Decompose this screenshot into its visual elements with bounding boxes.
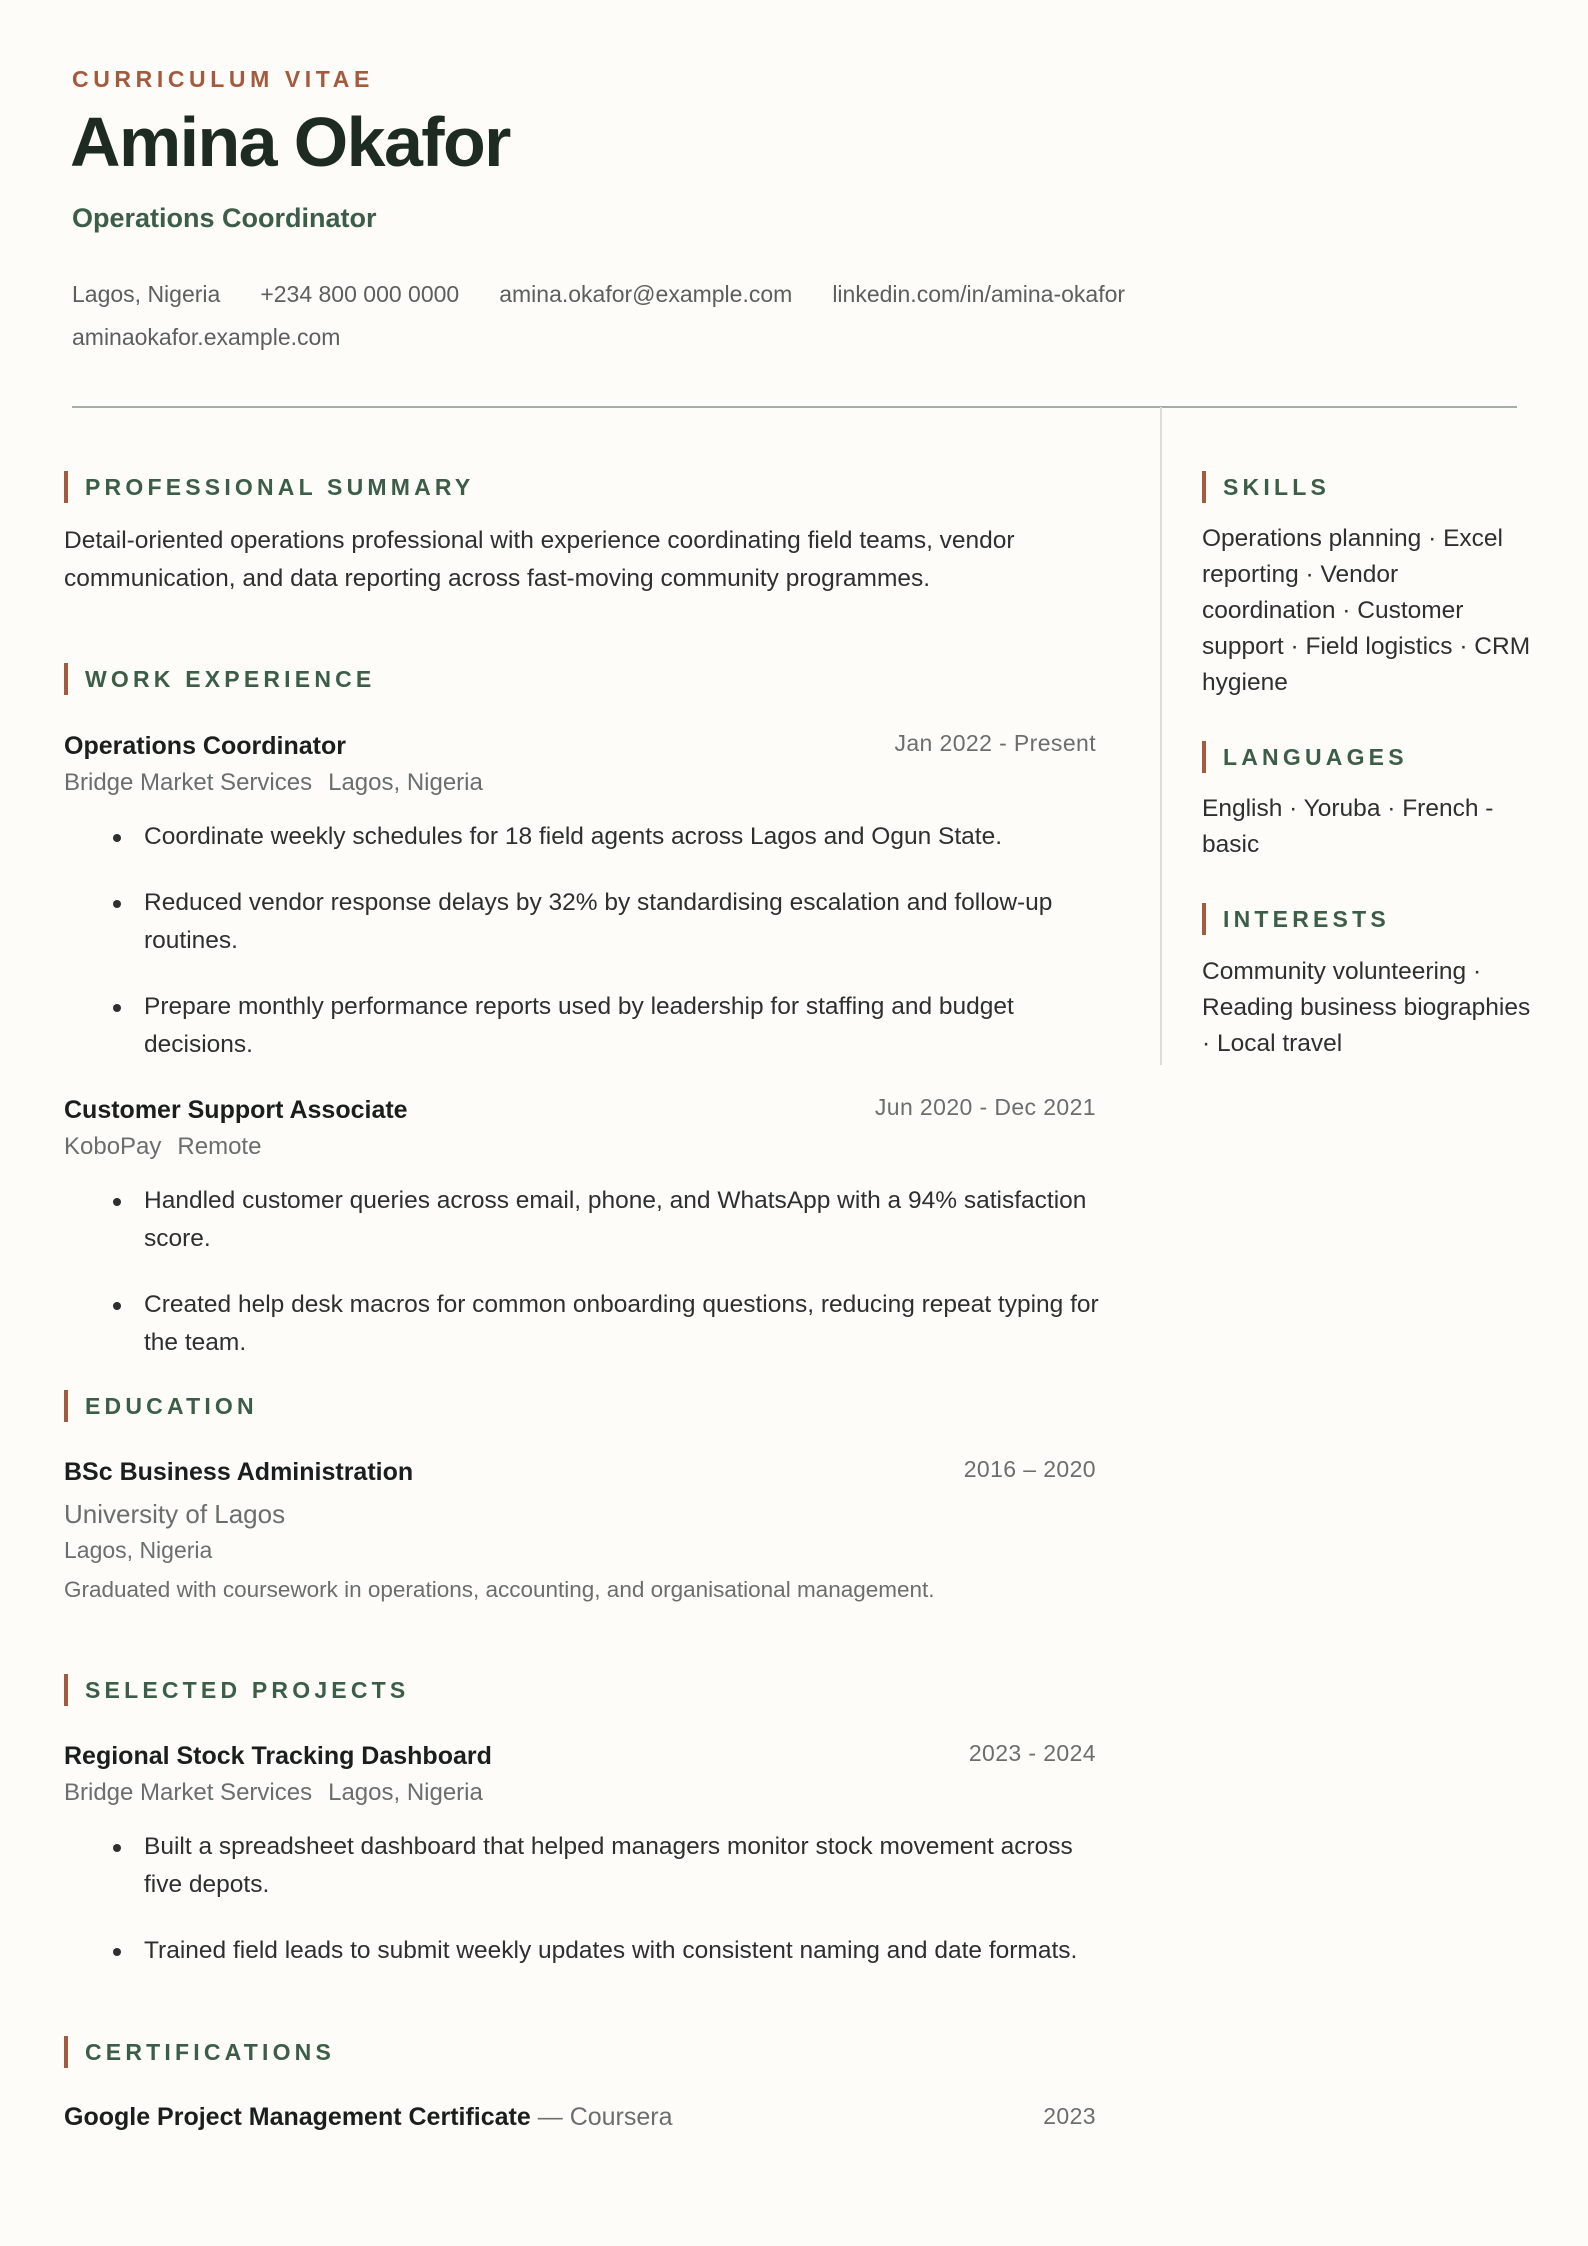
section-heading-languages: LANGUAGES [1202, 741, 1408, 773]
contact-location: Lagos, Nigeria [72, 281, 221, 307]
education-dates: 2016 – 2020 [963, 1456, 1096, 1482]
section-heading-experience: WORK EXPERIENCE [64, 663, 375, 695]
list-item: Built a spreadsheet dashboard that helped managers monitor stock movement across five depots. [64, 1828, 1114, 1904]
contact-linkedin[interactable]: linkedin.com/in/amina-okafor [832, 281, 1126, 307]
list-item: Reduced vendor response delays by 32% by standardising escalation and follow-up routines. [64, 884, 1114, 960]
certification-item [64, 2103, 673, 2132]
project-title: Regional Stock Tracking Dashboard [64, 1742, 492, 1770]
job-company: Bridge Market Services [64, 769, 313, 796]
interests-text: Community volunteering · Reading business biographies · Local travel [1202, 958, 1531, 1057]
section-heading-certifications: CERTIFICATIONS [64, 2036, 335, 2068]
job-title: Customer Support Associate [64, 1096, 408, 1124]
summary-text: Detail-oriented operations professional with experience coordinating field teams, vendor communication, and data reporting across fast-moving community programmes. [64, 527, 1015, 592]
list-item: Prepare monthly performance reports used by leadership for staffing and budget decisions. [64, 988, 1114, 1064]
section-heading-projects: SELECTED PROJECTS [64, 1674, 409, 1706]
document-eyebrow: CURRICULUM VITAE [72, 66, 374, 92]
certification-year: 2023 [1043, 2103, 1096, 2129]
project-location: Lagos, Nigeria [328, 1779, 483, 1806]
candidate-role: Operations Coordinator [72, 203, 377, 233]
project-bullets [64, 1828, 1114, 1970]
job-location: Remote [177, 1133, 262, 1160]
header-divider [72, 406, 1517, 408]
certification-separator: — [537, 2103, 563, 2131]
list-item: Trained field leads to submit weekly updates with consistent naming and date formats. [64, 1932, 1114, 1970]
contact-phone[interactable]: +234 800 000 0000 [260, 281, 460, 307]
languages-text: English · Yoruba · French - basic [1202, 795, 1494, 858]
job-org [64, 1133, 277, 1161]
contact-list [72, 273, 1272, 359]
school-name: University of Lagos [64, 1499, 286, 1529]
list-item: Handled customer queries across email, phone, and WhatsApp with a 94% satisfaction score. [64, 1182, 1114, 1258]
job-bullets [64, 818, 1114, 1064]
skills-text: Operations planning · Excel reporting · Vendor coordination · Customer support · Field logistics · CRM hygiene [1202, 525, 1531, 696]
section-heading-summary: PROFESSIONAL SUMMARY [64, 471, 474, 503]
job-title: Operations Coordinator [64, 732, 346, 760]
section-heading-interests: INTERESTS [1202, 903, 1390, 935]
project-company: Bridge Market Services [64, 1779, 313, 1806]
certification-issuer: Coursera [569, 2103, 673, 2131]
job-company: KoboPay [64, 1133, 162, 1160]
job-bullets [64, 1182, 1114, 1362]
column-divider [1160, 407, 1162, 1065]
candidate-name: Amina Okafor [70, 103, 510, 181]
certification-name: Google Project Management Certificate [64, 2103, 531, 2131]
project-dates: 2023 - 2024 [968, 1740, 1096, 1766]
section-heading-skills: SKILLS [1202, 471, 1330, 503]
job-location: Lagos, Nigeria [328, 769, 483, 796]
job-dates: Jun 2020 - Dec 2021 [874, 1094, 1096, 1120]
education-note: Graduated with coursework in operations, accounting, and organisational management. [64, 1577, 935, 1602]
school-location: Lagos, Nigeria [64, 1537, 213, 1563]
list-item: Coordinate weekly schedules for 18 field agents across Lagos and Ogun State. [64, 818, 1114, 856]
contact-email[interactable]: amina.okafor@example.com [499, 281, 793, 307]
degree-title: BSc Business Administration [64, 1458, 414, 1486]
list-item: Created help desk macros for common onboarding questions, reducing repeat typing for the team. [64, 1286, 1114, 1362]
job-org [64, 769, 499, 797]
section-heading-education: EDUCATION [64, 1390, 258, 1422]
job-dates: Jan 2022 - Present [894, 730, 1096, 756]
contact-website[interactable]: aminaokafor.example.com [72, 324, 341, 350]
project-org [64, 1779, 499, 1807]
